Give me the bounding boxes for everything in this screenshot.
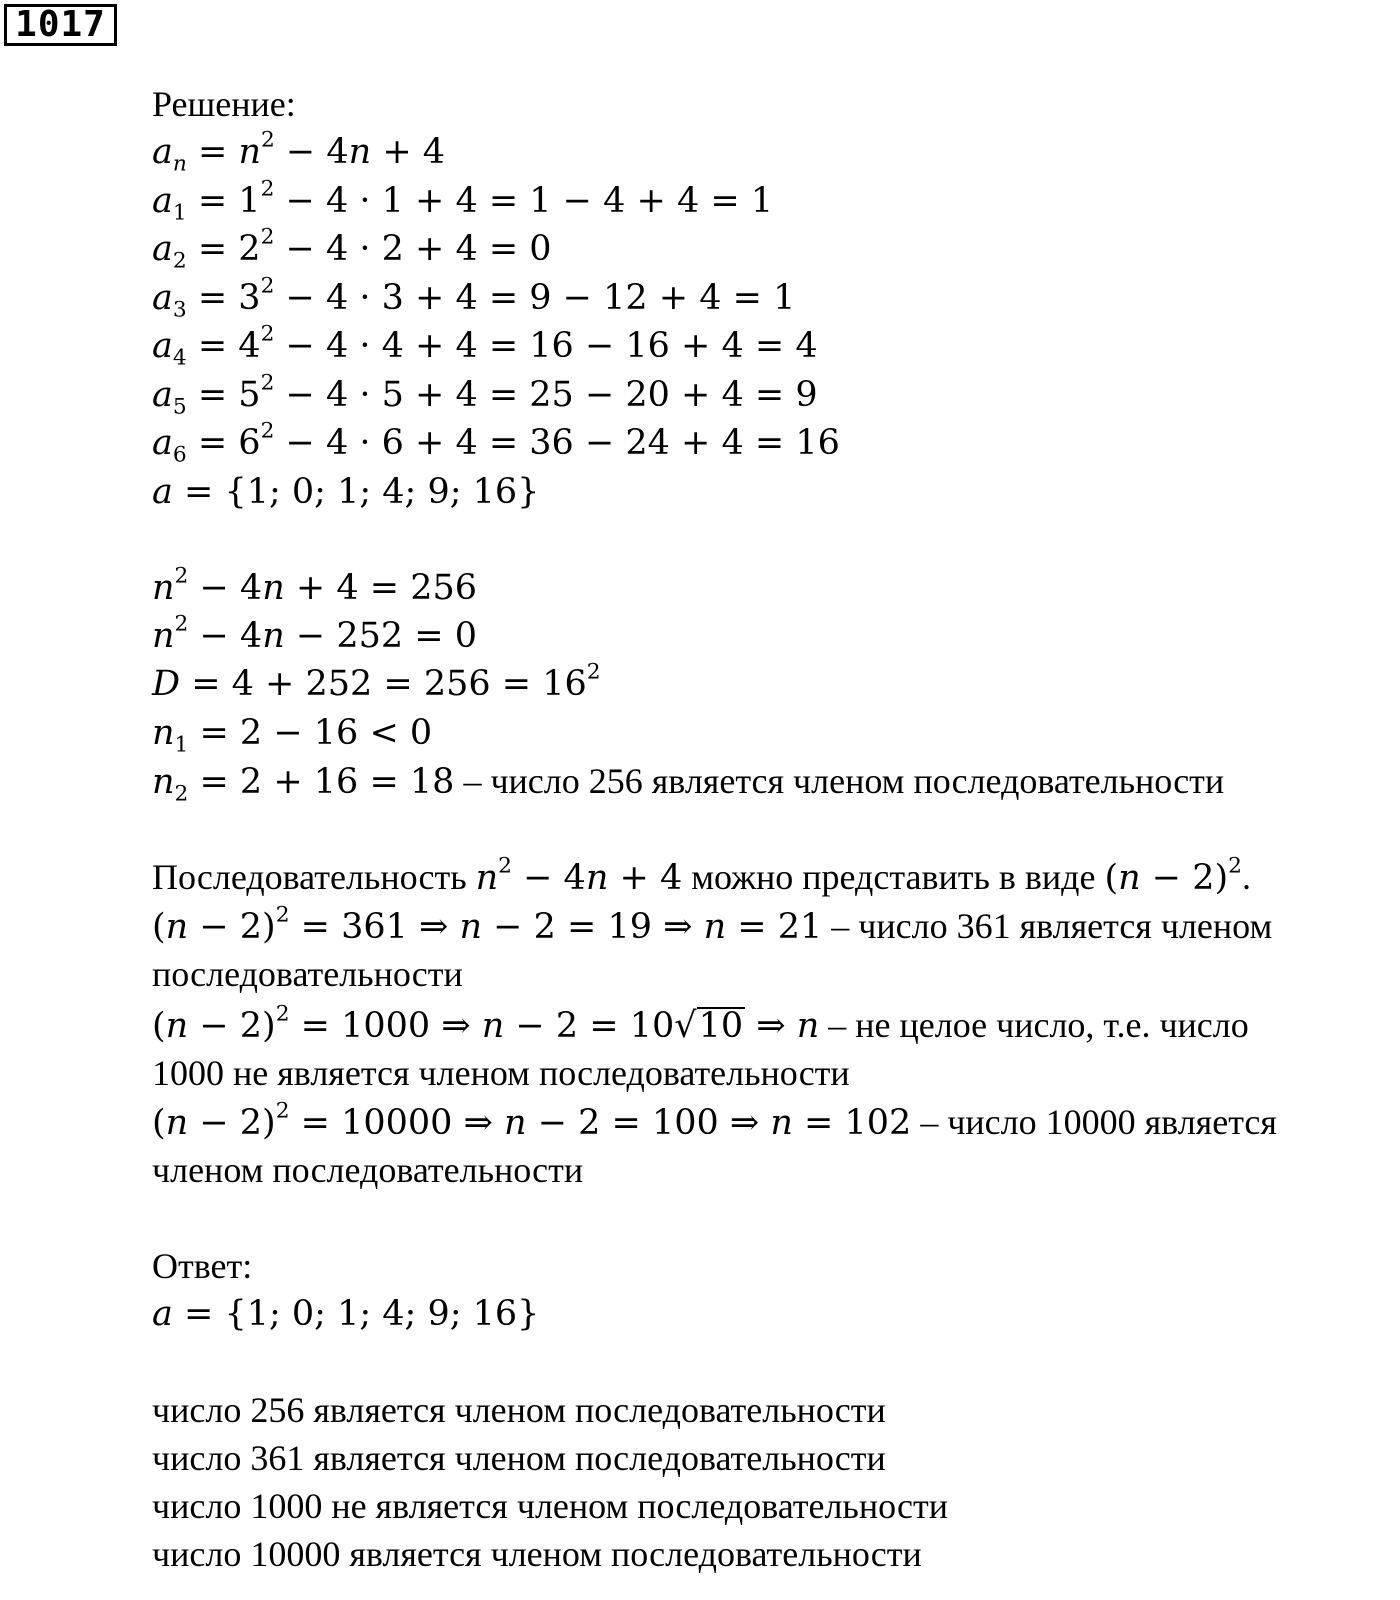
term-sub: 4	[172, 345, 187, 371]
term-expr: = 6	[197, 423, 261, 463]
equation-256: $n^2 - 4n + 4 = 256$	[152, 563, 477, 608]
root-2: $n_2 = 2 + 16 = 18$ – число 256 является членом последовательности	[152, 761, 1225, 807]
term-expr: = 5	[197, 375, 261, 415]
term-line: $a_4 = 4^2 - 4 \cdot 4 + 4 = 16 - 16 + 4 = 4$	[152, 321, 818, 371]
term-expr: = 2	[197, 229, 261, 269]
case-1000-cont: 1000 не является членом последовательности	[152, 1053, 850, 1093]
case-361: $(n - 2)^2 = 361$ ⇒ n − 2 = 19 ⇒ n = 21 – число 361 является членом	[152, 902, 1273, 947]
sequence-set: a = {1; 0; 1; 4; 9; 16}	[152, 472, 540, 512]
problem-number: 1017	[4, 4, 117, 46]
equation-252: $n^2 - 4n - 252 = 0$	[152, 611, 477, 656]
term-line: $a_2 = 2^2 - 4 \cdot 2 + 4 = 0$	[152, 224, 552, 274]
formula-sup: 2	[260, 127, 275, 153]
term-rest: − 4 · 1 + 4 = 1 − 4 + 4 = 1	[274, 181, 774, 221]
term-rest: − 4 · 4 + 4 = 16 − 16 + 4 = 4	[274, 326, 818, 366]
solution-label: Решение:	[152, 84, 296, 124]
formula-a: a	[152, 132, 173, 172]
answer-line: число 361 является членом последовательности	[152, 1438, 886, 1478]
term-line: $a_6 = 6^2 - 4 \cdot 6 + 4 = 36 - 24 + 4 = 16$	[152, 418, 840, 468]
answer-line: число 1000 не является членом последовательности	[152, 1486, 948, 1526]
term-expr: = 1	[197, 181, 261, 221]
formula-minus: − 4	[274, 132, 349, 172]
root-1: $n_1 = 2 - 16 < 0$	[152, 713, 433, 758]
term-rest: − 4 · 5 + 4 = 25 − 20 + 4 = 9	[274, 375, 818, 415]
term-sub: 5	[172, 394, 187, 420]
term-line: $a_5 = 5^2 - 4 \cdot 5 + 4 = 25 - 20 + 4 = 9$	[152, 370, 818, 420]
term-line: $a_1 = 1^2 - 4 \cdot 1 + 4 = 1 - 4 + 4 = 1$	[152, 176, 774, 226]
formula-n2: n	[348, 132, 372, 172]
sqrt-icon: √10	[674, 1006, 744, 1046]
sequence-form: Последовательность $n^2 - 4n + 4$ можно представить в виде $(n - 2)^2$.	[152, 853, 1251, 898]
formula-eq: =	[197, 132, 239, 172]
term-sub: 3	[172, 297, 187, 323]
term-rest: − 4 · 6 + 4 = 36 − 24 + 4 = 16	[274, 423, 840, 463]
term-sub: 1	[172, 200, 187, 226]
term-sub: 6	[172, 442, 187, 468]
answer-set: a = {1; 0; 1; 4; 9; 16}	[152, 1294, 540, 1334]
formula-n: n	[238, 132, 261, 172]
case-361-cont: последовательности	[152, 954, 463, 994]
answer-label: Ответ:	[152, 1246, 253, 1286]
term-line: $a_3 = 3^2 - 4 \cdot 3 + 4 = 9 - 12 + 4 = 1$	[152, 273, 796, 323]
term-rest: − 4 · 2 + 4 = 0	[274, 229, 552, 269]
case-10000-cont: членом последовательности	[152, 1150, 584, 1190]
term-expr: = 3	[197, 278, 261, 318]
answer-line: число 10000 является членом последовательности	[152, 1534, 922, 1574]
case-1000: $(n - 2)^2 = 1000$ ⇒ n − 2 = 10√10 ⇒ n – не целое число, т.е. число	[152, 1001, 1249, 1046]
formula-sub: n	[172, 151, 187, 177]
formula-line	[152, 127, 446, 177]
term-sub: 2	[172, 248, 187, 274]
term-rest: − 4 · 3 + 4 = 9 − 12 + 4 = 1	[274, 278, 796, 318]
case-10000: $(n - 2)^2 = 10000$ ⇒ n − 2 = 100 ⇒ n = 102 – число 10000 является	[152, 1098, 1277, 1143]
formula-plus: + 4	[371, 132, 446, 172]
discriminant: $D = 4 + 252 = 256 = 16^2$	[152, 659, 601, 704]
term-expr: = 4	[197, 326, 261, 366]
answer-line: число 256 является членом последовательности	[152, 1390, 886, 1430]
